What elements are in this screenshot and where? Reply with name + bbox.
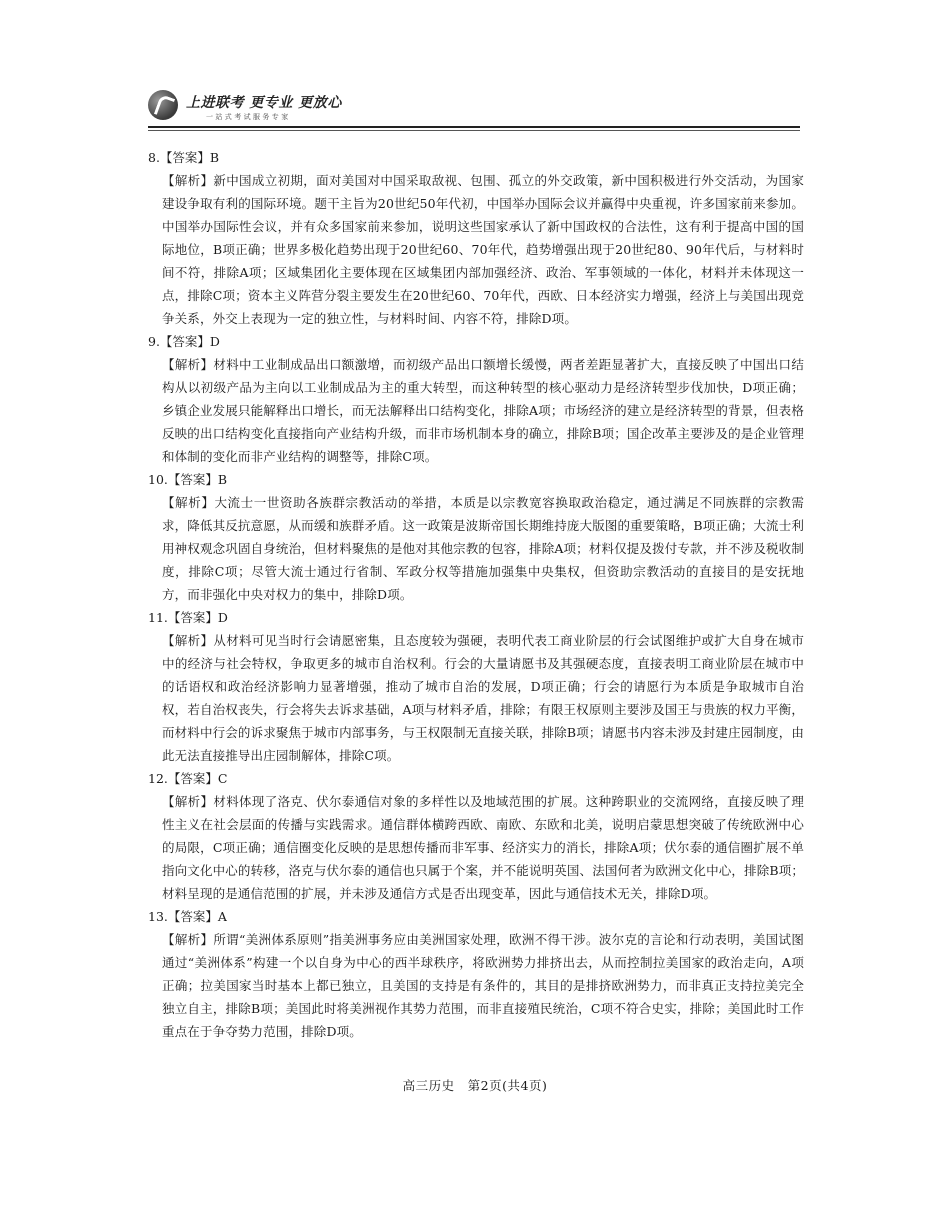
analysis-text: 【解析】新中国成立初期，面对美国对中国采取敌视、包围、孤立的外交政策，新中国积极进行外交活动，为国家建设争取有利的国际环境。题干主旨为20世纪50年代初，中国举办国际会议并赢得中央重视，许多国家前来参加。中国举办国际性会议，并有众多国家前来参加，说明这些国家承认了新中国政权的合法性，这有利于提高中国的国际地位，B项正确；世界多极化趋势出现于20世纪60、70年代，趋势增强出现于20世纪80、90年代后，与材料时间不符，排除A项；区域集团化主要体现在区域集团内部加强经济、政治、军事领域的一体化，材料并未体现这一点，排除C项；资本主义阵营分裂主要发生在20世纪60、70年代，西欧、日本经济实力增强，经济上与美国出现竞争关系，外交上表现为一定的独立性，与材料时间、内容不符，排除D项。 [162,173,804,326]
answer-label: 8.【答案】B [148,150,220,165]
answer-label: 13.【答案】A [148,909,227,924]
answer-label: 12.【答案】C [148,771,228,786]
answer-label: 9.【答案】D [148,334,220,349]
header-divider [148,126,800,128]
analysis-text: 【解析】大流士一世资助各族群宗教活动的举措，本质是以宗教宽容换取政治稳定，通过满足不同族群的宗教需求，降低其反抗意愿，从而缓和族群矛盾。这一政策是波斯帝国长期维持庞大版图的重要策略，B项正确；大流士利用神权观念巩固自身统治，但材料聚焦的是他对其他宗教的包容，排除A项；材料仅提及拨付专款，并不涉及税收制度，排除C项；尽管大流士通过行省制、军政分权等措施加强集中央集权，但资助宗教活动的直接目的是安抚地方，而非强化中央对权力的集中，排除D项。 [162,495,804,602]
brand-slogan: 上进联考 更专业 更放心 [186,95,342,111]
analysis-text: 【解析】所谓“美洲体系原则”指美洲事务应由美洲国家处理，欧洲不得干涉。波尔克的言论和行动表明，美国试图通过“美洲体系”构建一个以自身为中心的西半球秩序，将欧洲势力排挤出去，从而控制拉美国家的政治走向，A项正确；拉美国家当时基本上都已独立，且美国的支持是有条件的，其目的是排挤欧洲势力，而非真正支持拉美完全独立自主，排除B项；美国此时将美洲视作其势力范围，而非直接殖民统治，C项不符合史实，排除；美国此时工作重点在于争夺势力范围，排除D项。 [162,932,804,1039]
brand-subtitle: 一站式考试服务专家 [206,113,291,121]
answer-label: 10.【答案】B [148,472,228,487]
page-header [148,88,800,134]
answer-list [148,146,804,1043]
brand-logo-icon [148,90,178,120]
page-footer: 高三历史 第2页(共4页) [402,1078,548,1093]
analysis-text: 【解析】材料中工业制成品出口额激增，而初级产品出口额增长缓慢，两者差距显著扩大，直接反映了中国出口结构从以初级产品为主向以工业制成品为主的重大转型，而这种转型的核心驱动力是经济转型步伐加快，D项正确；乡镇企业发展只能解释出口增长，而无法解释出口结构变化，排除A项；市场经济的建立是经济转型的背景，但表格反映的出口结构变化直接指向产业结构升级，而非市场机制本身的确立，排除B项；国企改革主要涉及的是企业管理和体制的变化而非产业结构的调整等，排除C项。 [162,357,804,464]
analysis-text: 【解析】从材料可见当时行会请愿密集，且态度较为强硬，表明代表工商业阶层的行会试图维护或扩大自身在城市中的经济与社会特权，争取更多的城市自治权利。行会的大量请愿书及其强硬态度，直接表明工商业阶层在城市中的话语权和政治经济影响力显著增强，推动了城市自治的发展，D项正确；行会的请愿行为本质是争取城市自治权，若自治权丧失，行会将失去诉求基础，A项与材料矛盾，排除；有限王权原则主要涉及国王与贵族的权力平衡，而材料中行会的诉求聚焦于城市内部事务，与王权限制无直接关联，排除B项；请愿书内容未涉及封建庄园制度，由此无法直接推导出庄园制解体，排除C项。 [162,633,804,763]
question-item-13 [148,905,804,1043]
question-item-12 [148,767,804,905]
header-divider-thin [148,130,800,131]
question-item-10 [148,468,804,606]
answer-label: 11.【答案】D [148,610,228,625]
question-item-8 [148,146,804,330]
question-item-11 [148,606,804,767]
question-item-9 [148,330,804,468]
analysis-text: 【解析】材料体现了洛克、伏尔泰通信对象的多样性以及地域范围的扩展。这种跨职业的交流网络，直接反映了理性主义在社会层面的传播与实践需求。通信群体横跨西欧、南欧、东欧和北美，说明启蒙思想突破了传统欧洲中心的局限，C项正确；通信圈变化反映的是思想传播而非军事、经济实力的消长，排除A项；伏尔泰的通信圈扩展不单指向文化中心的转移，洛克与伏尔泰的通信也只属于个案，并不能说明英国、法国何者为欧洲文化中心，排除B项；材料呈现的是通信范围的扩展，并未涉及通信方式是否出现变革，因此与通信技术无关，排除D项。 [162,794,804,901]
